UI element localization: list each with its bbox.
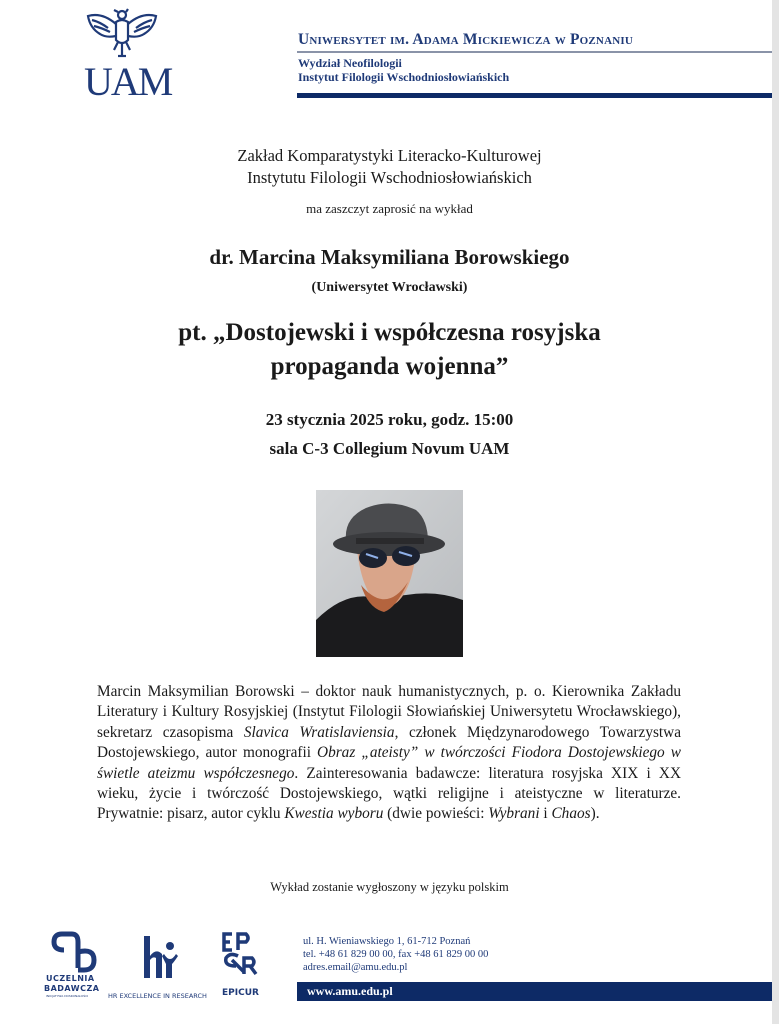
epicur-logo	[218, 930, 268, 1005]
partner-logos	[44, 930, 284, 1005]
bio-text: (dwie powieści:	[383, 805, 489, 823]
uam-logo	[84, 6, 172, 104]
cycle-title: Kwestia wyboru	[284, 805, 384, 823]
website-link[interactable]: www.amu.edu.pl	[307, 984, 393, 998]
speaker-affiliation: (Uniwersytet Wrocławski)	[311, 280, 468, 295]
faculty-name: Wydział Neofilologii	[298, 56, 402, 70]
bio-text: ).	[590, 805, 600, 823]
invitation-text: ma zaszczyt zaprosić na wykład	[306, 201, 473, 216]
lecture-title-line-2: propaganda wojenna”	[270, 353, 509, 380]
bio-text: Marcin Maksymilian Borowski – doktor nauk humanistycznych, p. o. Kierownika Zakładu Literatury i Kultury Rosyjskiej (Instytut Filologii Słowiańskiej Uniwersytetu Wrocławskiego), sekretarz czasopisma	[97, 683, 681, 741]
phone-fax: tel. +48 61 829 00 00, fax +48 61 829 00 00	[303, 949, 489, 960]
header-bar	[297, 93, 772, 98]
bio-text: i	[539, 805, 552, 823]
lecture-title-line-1: pt. „Dostojewski i współczesna rosyjska	[178, 319, 601, 346]
email-link[interactable]: adres.email@amu.edu.pl	[303, 962, 408, 973]
bio-text: . Zainteresowania badawcze: literatura rosyjska XIX i XX wieku, życie i twórczość Dostojewskiego, wątki religijne i ateistyczne w literaturze. Prywatnie: pisarz, autor cyklu	[97, 764, 681, 823]
uczelnia-badawcza-logo	[44, 930, 104, 1005]
epicur-mark-icon	[218, 930, 268, 982]
organizer-line-1: Zakład Komparatystyki Literacko-Kulturowej	[237, 146, 542, 165]
bio-text: , członek Międzynarodowego Towarzystwa Dostojewskiego, autor monografii	[97, 723, 682, 762]
speaker-bio	[97, 682, 681, 825]
organizer-line-2: Instytutu Filologii Wschodniosłowiańskich	[247, 168, 532, 187]
logo-wordmark: UAM	[84, 59, 172, 104]
monograph-title: Obraz „ateisty” w twórczości Fiodora Dostojewskiego w świetle ateizmu współczesnego	[97, 744, 681, 782]
eagle-icon	[84, 6, 160, 62]
logo-caption: EPICUR	[222, 988, 259, 998]
speaker-name: dr. Marcina Maksymiliana Borowskiego	[209, 245, 570, 269]
logo-caption: INICJATYWA DOSKONAŁOŚCI	[46, 994, 89, 998]
address: ul. H. Wieniawskiego 1, 61-712 Poznań	[303, 936, 471, 947]
speaker-photo	[316, 490, 463, 657]
language-note: Wykład zostanie wygłoszony w języku polskim	[270, 880, 509, 894]
institute-name: Instytut Filologii Wschodniosłowiańskich	[298, 70, 510, 84]
journal-title: Slavica Wratislaviensia	[243, 723, 395, 741]
page-edge	[772, 0, 779, 1024]
logo-caption: BADAWCZA	[44, 984, 100, 993]
lecture-date: 23 stycznia 2025 roku, godz. 15:00	[265, 410, 514, 429]
novel-title: Wybrani	[488, 805, 540, 823]
header-divider	[297, 51, 772, 53]
ub-mark-icon	[44, 930, 104, 974]
university-name: Uniwersytet im. Adama Mickiewicza w Poznaniu	[298, 31, 633, 48]
logo-caption: HR EXCELLENCE IN RESEARCH	[108, 992, 207, 1000]
hr-excellence-logo	[106, 930, 216, 1005]
lecture-venue: sala C-3 Collegium Novum UAM	[269, 439, 510, 458]
novel-title: Chaos	[551, 805, 591, 823]
hr-mark-icon	[106, 930, 216, 982]
contact-info	[303, 935, 488, 974]
logo-caption: UCZELNIA	[46, 974, 95, 983]
